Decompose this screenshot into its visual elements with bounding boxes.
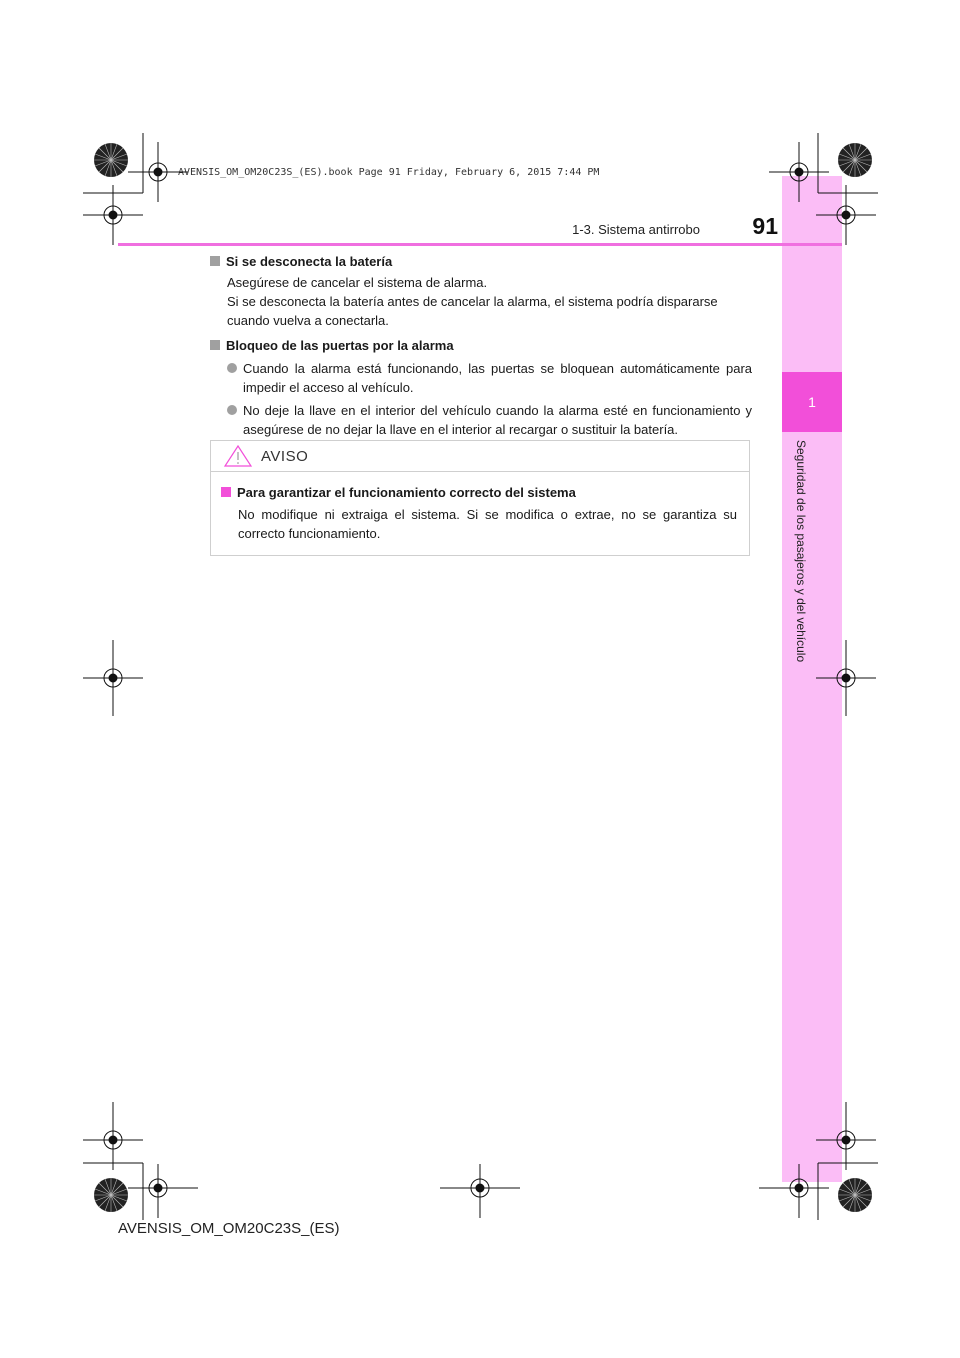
- starburst-mark-icon: [94, 143, 872, 1212]
- section-title: 1-3. Sistema antirrobo: [572, 222, 700, 237]
- warning-text: No modifique ni extraiga el sistema. Si se modifica o extrae, no se garantiza su correcto funcionamiento.: [238, 507, 737, 541]
- list-item-text: No deje la llave en el interior del vehículo cuando la alarma esté en funcionamiento y asegúrese de no dejar la llave en el interior al recargar o sustituir la batería.: [243, 403, 752, 437]
- paragraph: Si se desconecta la batería antes de cancelar la alarma, el sistema podría dispararse cuando vuelva a conectarla.: [227, 294, 718, 328]
- warning-heading-text: Para garantizar el funcionamiento correcto del sistema: [237, 485, 576, 500]
- chapter-number: 1: [782, 372, 842, 432]
- warning-title: AVISO: [261, 447, 309, 465]
- book-stamp: AVENSIS_OM_OM20C23S_(ES).book Page 91 Friday, February 6, 2015 7:44 PM: [178, 167, 600, 178]
- heading-text: Bloqueo de las puertas por la alarma: [226, 338, 454, 353]
- registration-target-icon: [83, 142, 876, 1218]
- list-item-text: Cuando la alarma está funcionando, las puertas se bloquean automáticamente para impedir el acceso al vehículo.: [243, 361, 752, 395]
- footer-code: AVENSIS_OM_OM20C23S_(ES): [118, 1220, 340, 1237]
- heading-text: Si se desconecta la batería: [226, 254, 393, 269]
- page-number: 91: [752, 213, 778, 239]
- chapter-title: Seguridad de los pasajeros y del vehículo: [794, 440, 808, 663]
- paragraph: Asegúrese de cancelar el sistema de alarma.: [227, 275, 488, 290]
